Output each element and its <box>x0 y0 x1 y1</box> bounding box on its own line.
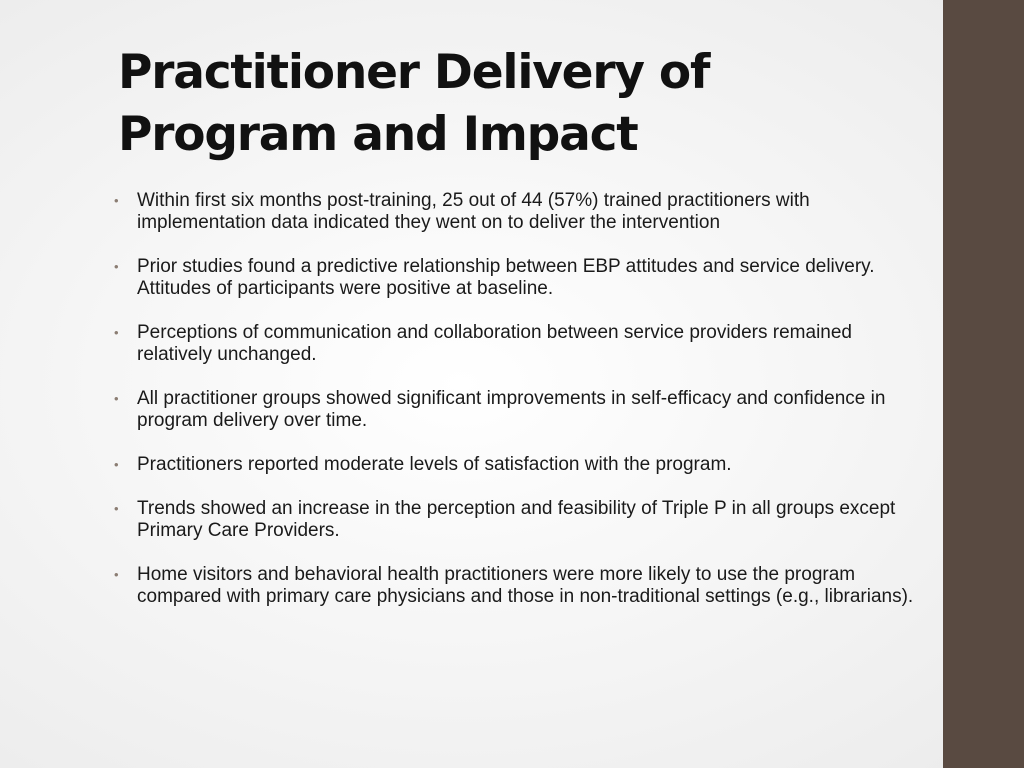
bullet-item <box>114 190 914 234</box>
bullet-item <box>114 388 914 432</box>
bullet-marker-icon: • <box>114 325 119 340</box>
bullet-marker-icon: • <box>114 391 119 406</box>
bullet-text: Trends showed an increase in the perception and feasibility of Triple P in all groups except Primary Care Providers. <box>137 498 896 541</box>
bullet-marker-icon: • <box>114 193 119 208</box>
bullet-text: Perceptions of communication and collaboration between service providers remained relatively unchanged. <box>137 322 852 365</box>
bullet-text: All practitioner groups showed significant improvements in self-efficacy and confidence in program delivery over time. <box>137 388 886 431</box>
bullet-item <box>114 256 914 300</box>
bullet-marker-icon: • <box>114 567 119 582</box>
side-accent-bar <box>943 0 1024 768</box>
bullet-marker-icon: • <box>114 259 119 274</box>
slide-title-line-1: Practitioner Delivery of <box>118 45 710 100</box>
bullet-text: Prior studies found a predictive relationship between EBP attitudes and service delivery. Attitudes of participants were positive at baseline. <box>137 256 875 299</box>
bullet-list <box>114 190 914 630</box>
slide-title <box>118 42 918 166</box>
bullet-item <box>114 454 914 476</box>
bullet-text: Home visitors and behavioral health practitioners were more likely to use the program compared with primary care physicians and those in non-traditional settings (e.g., librarians). <box>137 564 914 607</box>
bullet-marker-icon: • <box>114 457 119 472</box>
bullet-text: Practitioners reported moderate levels of satisfaction with the program. <box>137 454 732 475</box>
bullet-item <box>114 498 914 542</box>
slide-title-line-2: Program and Impact <box>118 107 638 162</box>
bullet-text: Within first six months post-training, 25 out of 44 (57%) trained practitioners with implementation data indicated they went on to deliver the intervention <box>137 190 810 233</box>
bullet-marker-icon: • <box>114 501 119 516</box>
bullet-item <box>114 564 914 608</box>
bullet-item <box>114 322 914 366</box>
